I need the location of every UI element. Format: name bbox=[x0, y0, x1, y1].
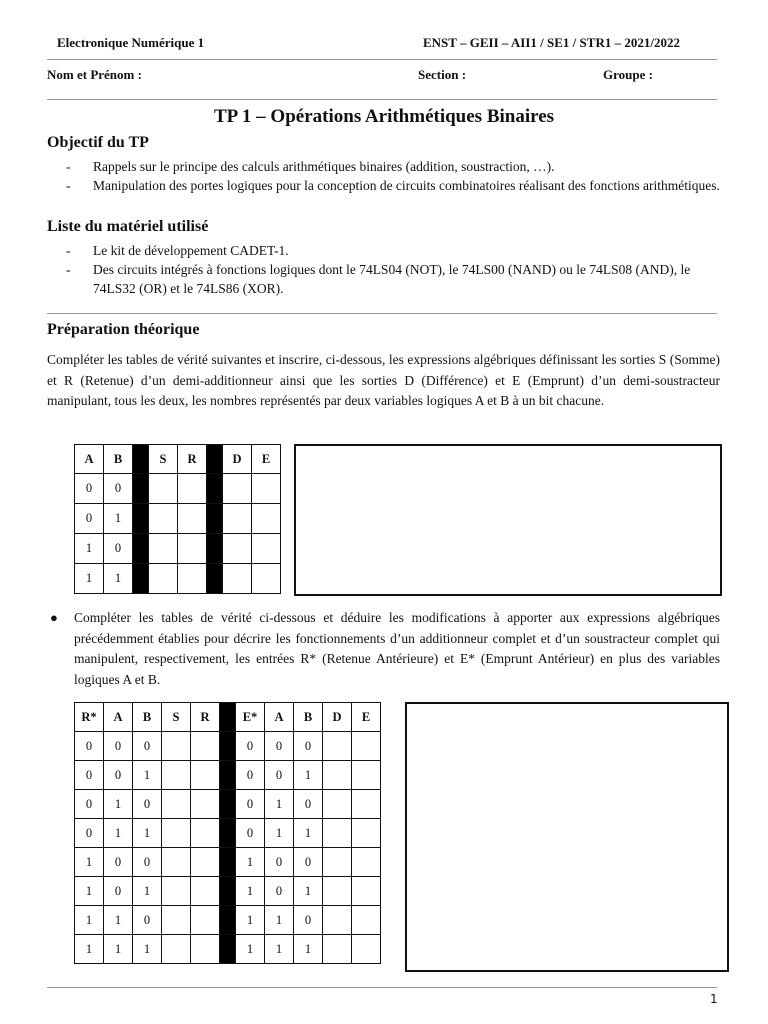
table-cell: 1 bbox=[236, 848, 265, 877]
table-cell: 1 bbox=[265, 819, 294, 848]
footer-divider bbox=[47, 987, 717, 988]
answer-cell bbox=[223, 534, 252, 564]
separator-cell bbox=[220, 848, 236, 877]
page-title: TP 1 – Opérations Arithmétiques Binaires bbox=[213, 106, 555, 127]
header-cell: B bbox=[133, 703, 162, 732]
answer-box-full bbox=[405, 702, 729, 972]
dash-icon: - bbox=[66, 243, 71, 258]
materials-heading: Liste du matériel utilisé bbox=[47, 218, 209, 235]
table-cell: 1 bbox=[133, 761, 162, 790]
group-label: Groupe : bbox=[603, 67, 653, 82]
answer-cell bbox=[352, 790, 381, 819]
header-cell: E* bbox=[236, 703, 265, 732]
objective-list bbox=[66, 157, 721, 195]
separator-cell bbox=[133, 564, 149, 594]
table-cell: 0 bbox=[104, 761, 133, 790]
answer-cell bbox=[191, 732, 220, 761]
table-cell: 0 bbox=[104, 474, 133, 504]
separator-cell bbox=[220, 703, 236, 732]
answer-cell bbox=[323, 761, 352, 790]
table-row bbox=[75, 790, 381, 819]
table-cell: 0 bbox=[75, 790, 104, 819]
table-row bbox=[75, 906, 381, 935]
separator-cell bbox=[207, 445, 223, 474]
separator-cell bbox=[207, 504, 223, 534]
header-cell: B bbox=[294, 703, 323, 732]
table-cell: 1 bbox=[236, 906, 265, 935]
table-row bbox=[75, 935, 381, 964]
answer-cell bbox=[352, 906, 381, 935]
header-cell: S bbox=[149, 445, 178, 474]
table-cell: 1 bbox=[133, 819, 162, 848]
table-cell: 0 bbox=[265, 848, 294, 877]
answer-cell bbox=[162, 848, 191, 877]
table-row bbox=[75, 877, 381, 906]
dash-icon: - bbox=[66, 262, 71, 277]
answer-cell bbox=[323, 848, 352, 877]
answer-cell bbox=[323, 819, 352, 848]
answer-cell bbox=[162, 790, 191, 819]
table-cell: 1 bbox=[265, 906, 294, 935]
table-row bbox=[75, 819, 381, 848]
answer-cell bbox=[252, 474, 281, 504]
list-item: - Le kit de développement CADET-1. bbox=[66, 243, 289, 258]
table-cell: 1 bbox=[75, 534, 104, 564]
table-cell: 1 bbox=[265, 790, 294, 819]
materials-list bbox=[66, 241, 721, 298]
table-cell: 0 bbox=[133, 732, 162, 761]
separator-cell bbox=[220, 790, 236, 819]
answer-cell bbox=[178, 564, 207, 594]
answer-cell bbox=[323, 906, 352, 935]
separator-cell bbox=[220, 906, 236, 935]
answer-cell bbox=[162, 906, 191, 935]
header-cell: S bbox=[162, 703, 191, 732]
table-cell: 0 bbox=[104, 732, 133, 761]
table-cell: 1 bbox=[75, 564, 104, 594]
answer-cell bbox=[223, 474, 252, 504]
separator-cell bbox=[207, 534, 223, 564]
list-item: - Rappels sur le principe des calculs arithmétiques binaires (addition, soustraction, …). bbox=[66, 159, 555, 174]
answer-box-half bbox=[294, 444, 722, 596]
preparation-heading: Préparation théorique bbox=[47, 321, 200, 338]
separator-cell bbox=[220, 877, 236, 906]
table-cell: 0 bbox=[104, 848, 133, 877]
table-cell: 1 bbox=[75, 906, 104, 935]
answer-cell bbox=[149, 564, 178, 594]
table-cell: 1 bbox=[104, 819, 133, 848]
fields-divider bbox=[47, 99, 717, 100]
separator-cell bbox=[207, 474, 223, 504]
table-cell: 1 bbox=[104, 906, 133, 935]
table-cell: 0 bbox=[133, 906, 162, 935]
dash-icon: - bbox=[66, 178, 71, 193]
separator-cell bbox=[133, 504, 149, 534]
table-cell: 1 bbox=[104, 935, 133, 964]
table-cell: 1 bbox=[294, 877, 323, 906]
table-cell: 1 bbox=[294, 935, 323, 964]
page-number: 1 bbox=[710, 992, 718, 1006]
course-name: Electronique Numérique 1 bbox=[57, 35, 205, 50]
table-cell: 0 bbox=[294, 848, 323, 877]
header-cell: R bbox=[191, 703, 220, 732]
table-cell: 0 bbox=[265, 732, 294, 761]
objective-heading: Objectif du TP bbox=[47, 134, 149, 151]
answer-cell bbox=[352, 761, 381, 790]
answer-cell bbox=[223, 564, 252, 594]
answer-cell bbox=[323, 935, 352, 964]
table-row bbox=[75, 504, 281, 534]
truth-table-full bbox=[74, 702, 381, 964]
table-cell: 1 bbox=[133, 877, 162, 906]
answer-cell bbox=[191, 877, 220, 906]
answer-cell bbox=[352, 935, 381, 964]
header-cell: E bbox=[252, 445, 281, 474]
answer-cell bbox=[178, 534, 207, 564]
answer-cell bbox=[149, 504, 178, 534]
table-cell: 1 bbox=[104, 790, 133, 819]
table-cell: 0 bbox=[294, 790, 323, 819]
table-row bbox=[75, 848, 381, 877]
section-divider bbox=[47, 313, 717, 314]
list-item: - Des circuits intégrés à fonctions logiques dont le 74LS04 (NOT), le 74LS00 (NAND) ou le 74LS08 (AND), le 74LS32 (OR) et le 74LS86 (XOR). bbox=[66, 262, 691, 296]
table-cell: 0 bbox=[294, 732, 323, 761]
answer-cell bbox=[191, 790, 220, 819]
answer-cell bbox=[252, 504, 281, 534]
table-cell: 1 bbox=[294, 761, 323, 790]
answer-cell bbox=[323, 877, 352, 906]
answer-cell bbox=[252, 534, 281, 564]
header-cell: B bbox=[104, 445, 133, 474]
table-cell: 0 bbox=[75, 819, 104, 848]
table-cell: 0 bbox=[236, 819, 265, 848]
dash-icon: - bbox=[66, 159, 71, 174]
separator-cell bbox=[220, 935, 236, 964]
answer-cell bbox=[323, 732, 352, 761]
answer-cell bbox=[323, 790, 352, 819]
table-cell: 0 bbox=[133, 848, 162, 877]
answer-cell bbox=[149, 474, 178, 504]
header-cell: D bbox=[223, 445, 252, 474]
table-row bbox=[75, 732, 381, 761]
answer-cell bbox=[162, 935, 191, 964]
table-row bbox=[75, 761, 381, 790]
preparation-intro: Compléter les tables de vérité suivantes et inscrire, ci-dessous, les expressions algébriques définissant les sorties S (Somme) et R (Retenue) d’un demi-additionneur ainsi que les sorties D (Différence) et E (Emprunt) d’un demi-soustracteur manipulant, tous les deux, les nombres représentés par deux variables logiques A et B à un bit chacune. bbox=[47, 352, 720, 408]
table-cell: 1 bbox=[75, 935, 104, 964]
answer-cell bbox=[252, 564, 281, 594]
header-cell: A bbox=[75, 445, 104, 474]
separator-cell bbox=[133, 474, 149, 504]
answer-cell bbox=[352, 819, 381, 848]
separator-cell bbox=[220, 732, 236, 761]
separator-cell bbox=[220, 819, 236, 848]
answer-cell bbox=[162, 761, 191, 790]
table-cell: 0 bbox=[75, 474, 104, 504]
table-cell: 1 bbox=[265, 935, 294, 964]
table-row bbox=[75, 474, 281, 504]
separator-cell bbox=[220, 761, 236, 790]
table-cell: 1 bbox=[294, 819, 323, 848]
table-cell: 0 bbox=[294, 906, 323, 935]
header-cell: A bbox=[104, 703, 133, 732]
table-cell: 0 bbox=[265, 761, 294, 790]
table-cell: 1 bbox=[75, 848, 104, 877]
answer-cell bbox=[178, 474, 207, 504]
header-cell: D bbox=[323, 703, 352, 732]
answer-cell bbox=[149, 534, 178, 564]
answer-cell bbox=[191, 819, 220, 848]
name-label: Nom et Prénom : bbox=[47, 67, 142, 82]
table-cell: 1 bbox=[104, 504, 133, 534]
header-cell: A bbox=[265, 703, 294, 732]
header-cell: R* bbox=[75, 703, 104, 732]
table-cell: 1 bbox=[236, 877, 265, 906]
answer-cell bbox=[178, 504, 207, 534]
table-cell: 0 bbox=[75, 761, 104, 790]
answer-cell bbox=[191, 848, 220, 877]
table-cell: 0 bbox=[104, 534, 133, 564]
course-info: ENST – GEII – AII1 / SE1 / STR1 – 2021/2022 bbox=[423, 35, 680, 50]
answer-cell bbox=[223, 504, 252, 534]
table-cell: 1 bbox=[236, 935, 265, 964]
section-label: Section : bbox=[418, 67, 467, 82]
answer-cell bbox=[191, 761, 220, 790]
table-row bbox=[75, 564, 281, 594]
answer-cell bbox=[352, 877, 381, 906]
answer-cell bbox=[352, 732, 381, 761]
answer-cell bbox=[162, 732, 191, 761]
answer-cell bbox=[162, 877, 191, 906]
table-cell: 1 bbox=[75, 877, 104, 906]
table-cell: 0 bbox=[236, 790, 265, 819]
table-cell: 0 bbox=[133, 790, 162, 819]
table-cell: 0 bbox=[265, 877, 294, 906]
list-item: - Manipulation des portes logiques pour la conception de circuits combinatoires réalisant des fonctions arithmétiques. bbox=[66, 178, 720, 193]
table-cell: 0 bbox=[75, 504, 104, 534]
header-cell: E bbox=[352, 703, 381, 732]
table-row bbox=[75, 534, 281, 564]
table-cell: 0 bbox=[236, 761, 265, 790]
header-cell: R bbox=[178, 445, 207, 474]
truth-table-half bbox=[74, 444, 281, 594]
table-cell: 1 bbox=[133, 935, 162, 964]
separator-cell bbox=[207, 564, 223, 594]
table-cell: 0 bbox=[75, 732, 104, 761]
table-cell: 1 bbox=[104, 564, 133, 594]
answer-cell bbox=[352, 848, 381, 877]
header-divider bbox=[47, 59, 717, 60]
table-cell: 0 bbox=[236, 732, 265, 761]
table-cell: 0 bbox=[104, 877, 133, 906]
answer-cell bbox=[191, 935, 220, 964]
full-adder-instruction: Compléter les tables de vérité ci-dessous et déduire les modifications à apporter aux expressions algébriques précédemment établies pour décrire les fonctionnements d’un additionneur complet et d’un soustracteur complet qui manipulent, respectivement, les entrées R* (Retenue Antérieure) et E* (Emprunt Antérieur) en plus des variables logiques A et B. bbox=[74, 610, 720, 687]
separator-cell bbox=[133, 534, 149, 564]
answer-cell bbox=[162, 819, 191, 848]
answer-cell bbox=[191, 906, 220, 935]
bullet-icon: ● bbox=[50, 610, 58, 625]
separator-cell bbox=[133, 445, 149, 474]
